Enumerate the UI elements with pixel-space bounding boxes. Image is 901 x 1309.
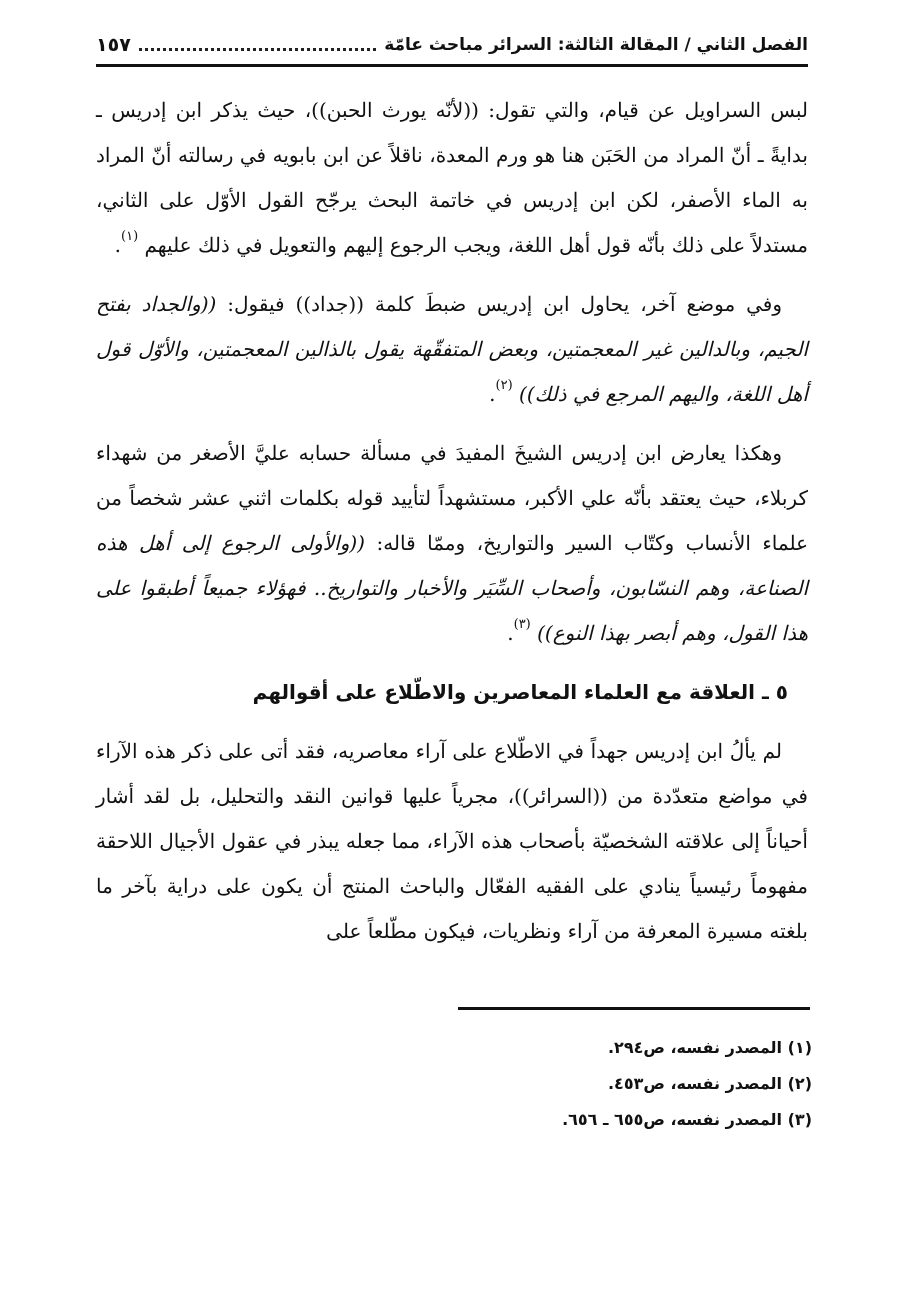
paragraph-3: وهكذا يعارض ابن إدريس الشيخَ المفيدَ في مسألة حسابه عليَّ الأصغر من شهداء كربلاء، حيث يعتقد بأنّه علي الأكبر، مستشهداً لتأييد قوله بكلمات اثني عشر شخصاً من علماء الأنساب وكتّاب السير والتواريخ، وممّا قاله: ((والأولى الرجوع إلى أهل هذه الصناعة، وهم النسّابون، وأصحاب السِّيَر والأخبار والتواريخ.. فهؤلاء جميعاً أطبقوا على هذا القول، وهم أبصر بهذا النوع)) $^{(٣)}$.	[96, 441, 809, 645]
running-header-title: الفصل الثاني / المقالة الثالثة: السرائر مباحث عامّة	[384, 35, 808, 55]
quotation: ((والأولى الرجوع إلى أهل هذه الصناعة، وهم النسّابون، وأصحاب السِّيَر والأخبار والتواريخ.. فهؤلاء جميعاً أطبقوا على هذا القول، وهم أبصر بهذا النوع))	[96, 531, 809, 645]
paragraph-2: وفي موضع آخر، يحاول ابن إدريس ضبطَ كلمة ((جداد)) فيقول: ((والجداد بفتح الجيم، وبالدالين غير المعجمتين، وبعض المتفقّهة يقول بالذالين المعجمتين، والأوّل قول أهل اللغة، واليهم المرجع في ذلك)) $^{(٢)}$.	[96, 292, 808, 406]
header-rule	[96, 64, 808, 67]
footnote-2: (٢) المصدر نفسه، ص٤٥٣.	[607, 1074, 812, 1093]
footnote-ref-1[interactable]: (١)	[121, 229, 139, 245]
footnote-separator	[458, 1007, 810, 1010]
footnote-1: (١) المصدر نفسه، ص٢٩٤.	[607, 1038, 812, 1057]
main-text	[96, 88, 808, 968]
quotation: ((والجداد بفتح الجيم، وبالدالين غير المعجمتين، وبعض المتفقّهة يقول بالذالين المعجمتين، والأوّل قول أهل اللغة، واليهم المرجع في ذلك))	[96, 292, 808, 406]
footnote-ref-2[interactable]: (٢)	[495, 378, 513, 394]
page-number: ١٥٧	[96, 34, 131, 56]
paragraph-4: لم يألُ ابن إدريس جهداً في الاطّلاع على آراء معاصريه، فقد أتى على ذكر هذه الآراء في مواضع متعدّدة من ((السرائر))، مجرياً عليها قوانين النقد والتحليل، بل لقد أشار أحياناً إلى علاقته الشخصيّة بأصحاب هذه الآراء، مما جعله يبذر في عقول الأجيال اللاحقة مفهوماً رئيسياً ينادي على الفقيه الفعّال والباحث المنتج أن يكون على دراية بآخر ما بلغته مسيرة المعرفة من آراء ونظريات، فيكون مطّلعاً على	[96, 739, 808, 943]
section-heading: ٥ ـ العلاقة مع العلماء المعاصرين والاطّلاع على أقوالهم	[252, 680, 788, 704]
footnote-ref-3[interactable]: (٣)	[513, 617, 531, 633]
running-header	[96, 28, 808, 62]
footnote-3: (٣) المصدر نفسه، ص٦٥٥ ـ ٦٥٦.	[562, 1110, 812, 1129]
footnotes	[440, 1030, 812, 1138]
header-dot-leader	[139, 48, 376, 51]
paragraph-1: لبس السراويل عن قيام، والتي تقول: ((لأنّه يورث الحبن))، حيث يذكر ابن إدريس ـ بدايةً ـ أنّ المراد من الحَبَن هنا هو ورم المعدة، ناقلاً عن ابن بابويه في رسالته أنّ المراد به الماء الأصفر، لكن ابن إدريس في خاتمة البحث يرجّح القول الأوّل على الثاني، مستدلاً على ذلك بأنّه قول أهل اللغة، ويجب الرجوع إليهم والتعويل في ذلك عليهم $^{(١)}$.	[96, 98, 808, 257]
